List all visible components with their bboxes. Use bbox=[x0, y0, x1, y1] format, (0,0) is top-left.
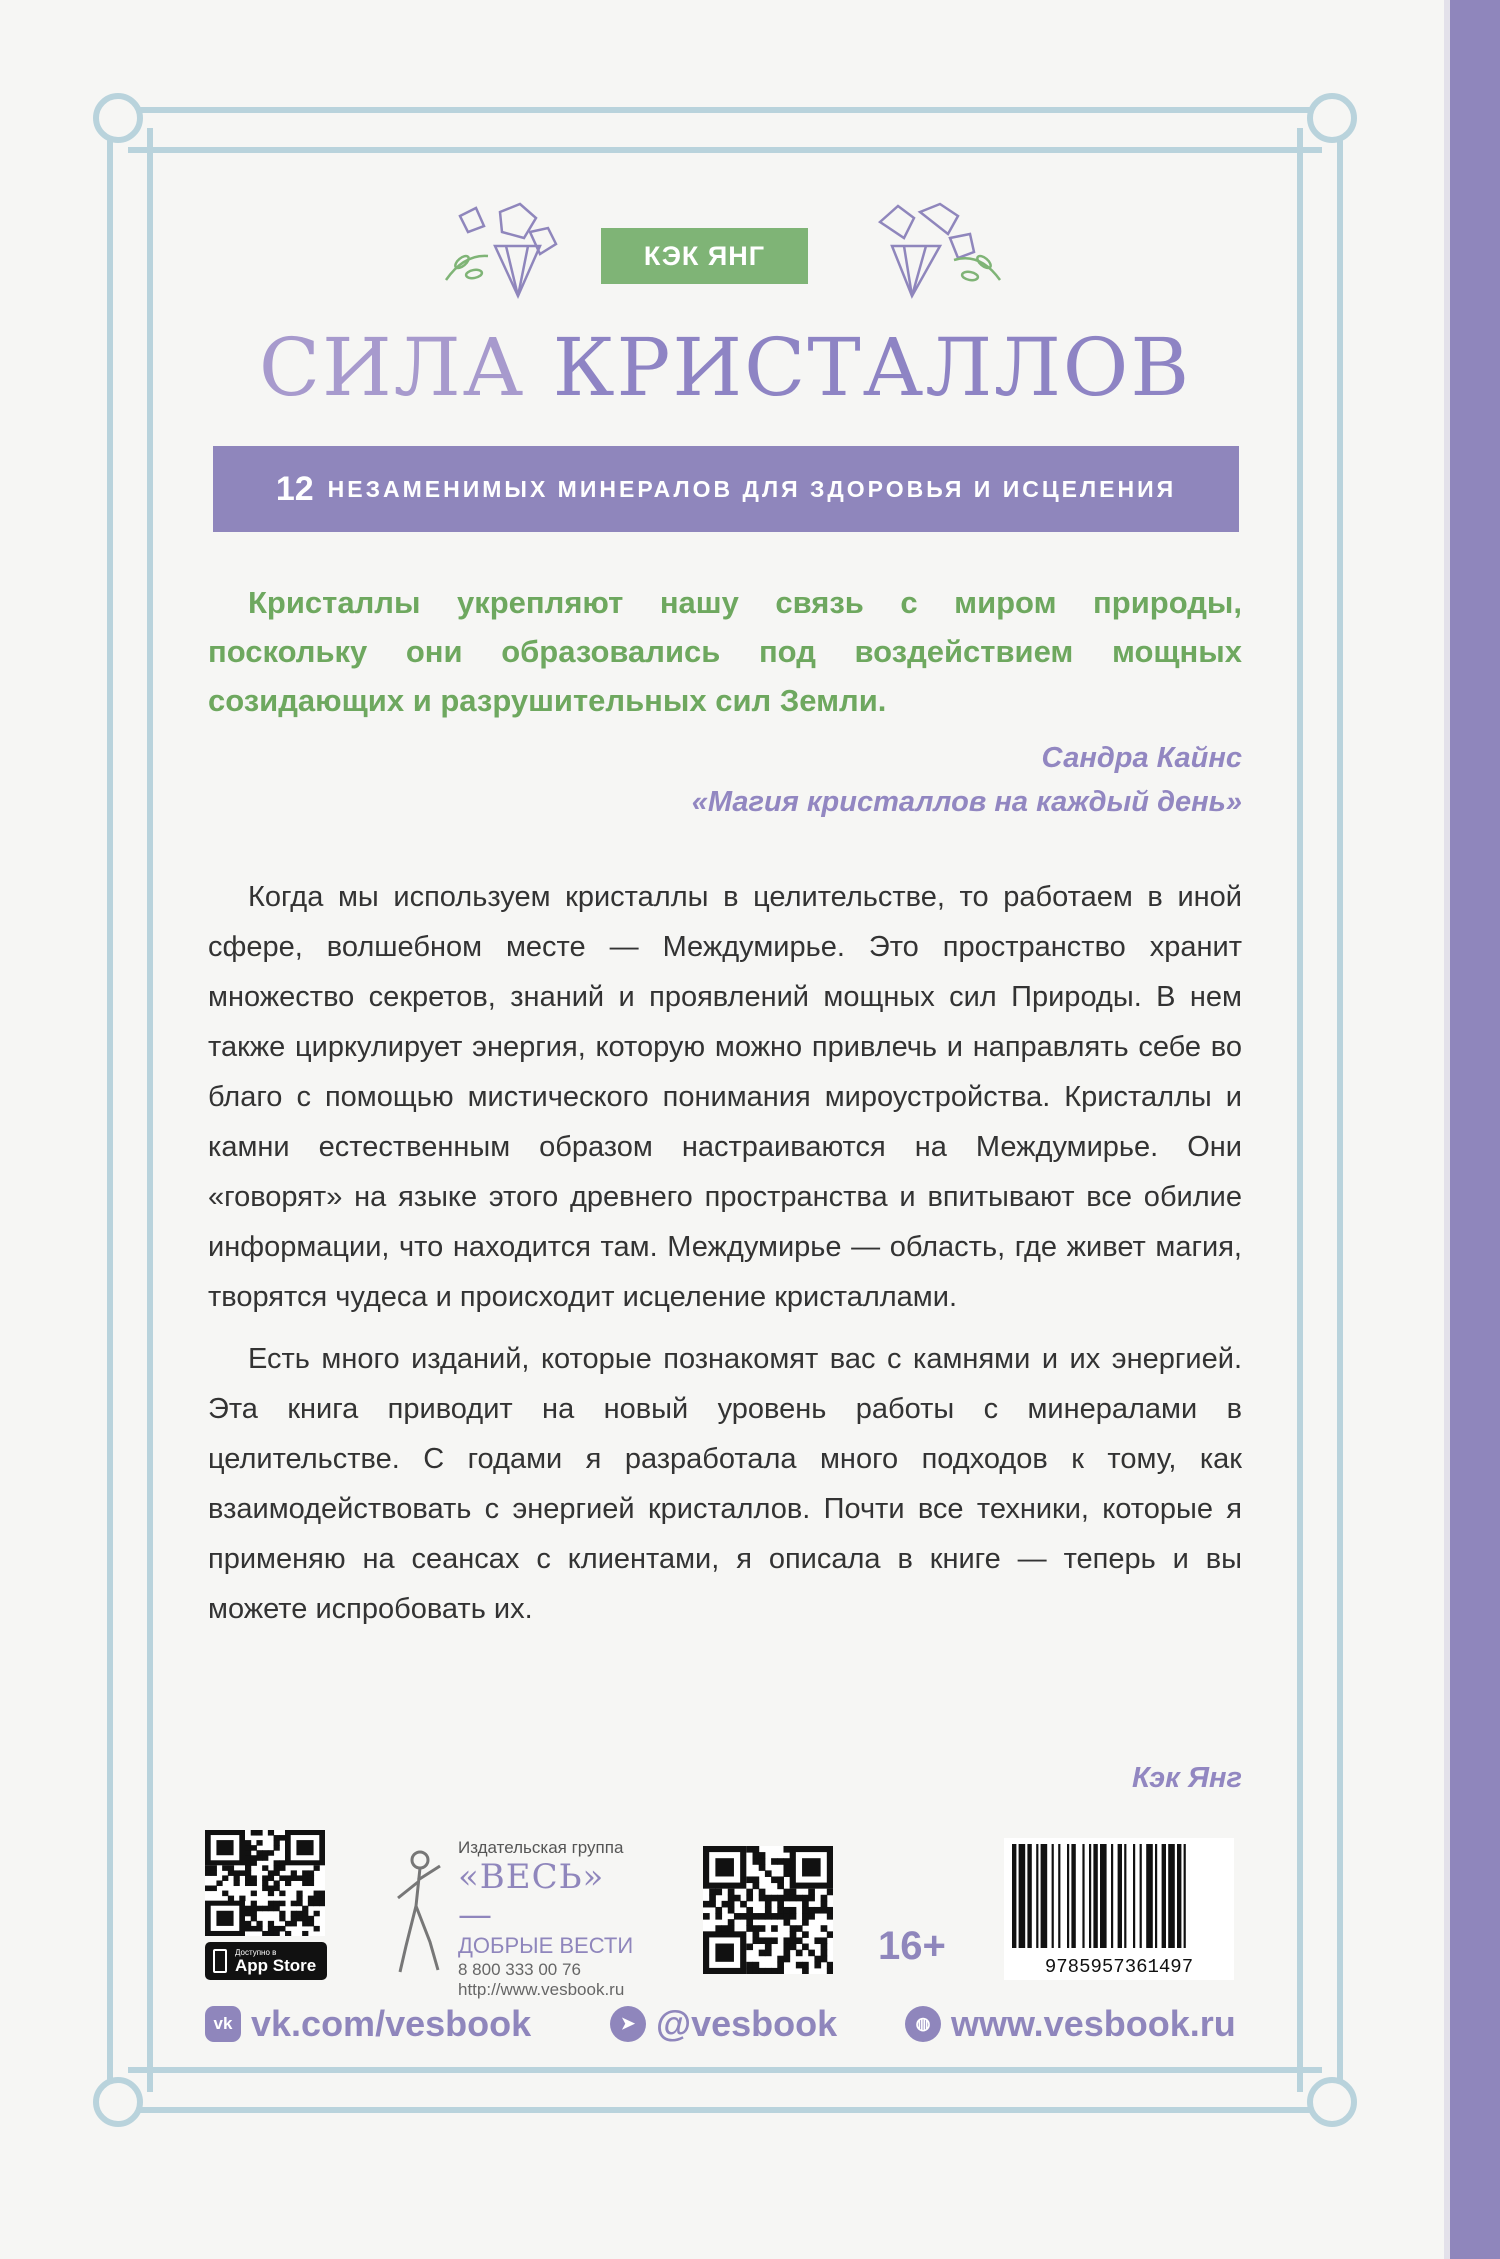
subtitle-text: НЕЗАМЕНИМЫХ МИНЕРАЛОВ ДЛЯ ЗДОРОВЬЯ И ИСЦЕЛЕНИЯ bbox=[327, 475, 1177, 502]
vk-text: vk.com/vesbook bbox=[251, 2003, 532, 2044]
appstore-text: App Store bbox=[235, 1955, 317, 1975]
publisher-block bbox=[390, 1838, 640, 1999]
telegram-link[interactable] bbox=[610, 2004, 837, 2044]
epigraph-quote: Кристаллы укрепляют нашу связь с миром природы, поскольку они образовались под воздействием мощных созидающих и разрушительных сил Земли. bbox=[208, 585, 1242, 718]
leaf-icon bbox=[446, 254, 488, 280]
subtitle-number: 12 bbox=[275, 469, 314, 508]
leaf-icon bbox=[954, 254, 1000, 282]
globe-icon: ◍ bbox=[905, 2006, 941, 2042]
epigraph-source bbox=[300, 736, 1242, 824]
telegram-text: @vesbook bbox=[656, 2003, 838, 2044]
qr-code-icon[interactable] bbox=[205, 1830, 325, 1936]
isbn-number: 9785957361497 bbox=[1044, 1956, 1194, 1978]
vk-icon: vk bbox=[205, 2006, 241, 2042]
publisher-group-label: Издательская группа bbox=[458, 1838, 624, 1857]
subtitle-banner bbox=[213, 446, 1239, 532]
app-store-badge[interactable] bbox=[205, 1942, 327, 1980]
barcode-bars bbox=[1004, 1838, 1234, 1952]
vk-link[interactable] bbox=[205, 2004, 531, 2044]
publisher-slogan: ДОБРЫЕ ВЕСТИ bbox=[458, 1933, 634, 1958]
crystal-icon bbox=[870, 192, 1010, 302]
blurb-text bbox=[208, 872, 1242, 1646]
appstore-small-text: Доступно в bbox=[235, 1947, 277, 1957]
phone-icon bbox=[213, 1949, 227, 1973]
publisher-name: «ВЕСЬ» — bbox=[458, 1857, 605, 1935]
qr-code-icon[interactable] bbox=[703, 1846, 833, 1974]
title-word-1: СИЛА bbox=[258, 321, 526, 414]
paragraph: Есть много изданий, которые познакомят вас с камнями и их энергией. Эта книга приводит на новый уровень работы с минералами в целительстве. С годами я разработала много подходов к тому, как взаимодействовать с энергией кристаллов. Почти все техники, которые я применяю на сеансах с клиентами, я описала в книге — теперь и вы можете испробовать их. bbox=[208, 1343, 1242, 1625]
website-link[interactable] bbox=[905, 2004, 1236, 2044]
telegram-icon: ➤ bbox=[610, 2006, 646, 2042]
paragraph: Когда мы используем кристаллы в целительстве, то работаем в иной сфере, волшебном месте — Междумирье. Это пространство хранит множество секретов, знаний и проявлений мощных сил Природы. В нем также циркулирует энергия, которую можно привлечь и направлять себе во благо с помощью мистического понимания мироустройства. Кристаллы и камни естественным образом настраиваются на Междумирье. Они «говорят» на языке этого древнего пространства и впитывают все обилие информации, что находится там. Междумирье — область, где живет магия, творятся чудеса и происходит исцеление кристаллами. bbox=[208, 881, 1242, 1313]
quote-author: Сандра Кайнс bbox=[1041, 742, 1242, 774]
age-rating: 16+ bbox=[878, 1924, 946, 1968]
author-badge: КЭК ЯНГ bbox=[601, 228, 808, 284]
isbn-barcode bbox=[1004, 1838, 1234, 1980]
hermes-figure-icon bbox=[390, 1846, 450, 1976]
crystal-icon bbox=[440, 192, 580, 302]
book-spine bbox=[1450, 0, 1500, 2259]
book-title bbox=[0, 318, 1450, 418]
title-word-2: КРИСТАЛЛОВ bbox=[552, 321, 1192, 414]
quote-book: «Магия кристаллов на каждый день» bbox=[691, 786, 1242, 818]
publisher-url[interactable]: http://www.vesbook.ru bbox=[458, 1980, 625, 1999]
signature: Кэк Янг bbox=[1132, 1762, 1242, 1794]
website-text: www.vesbook.ru bbox=[951, 2003, 1236, 2044]
publisher-phone: 8 800 333 00 76 bbox=[458, 1960, 581, 1979]
